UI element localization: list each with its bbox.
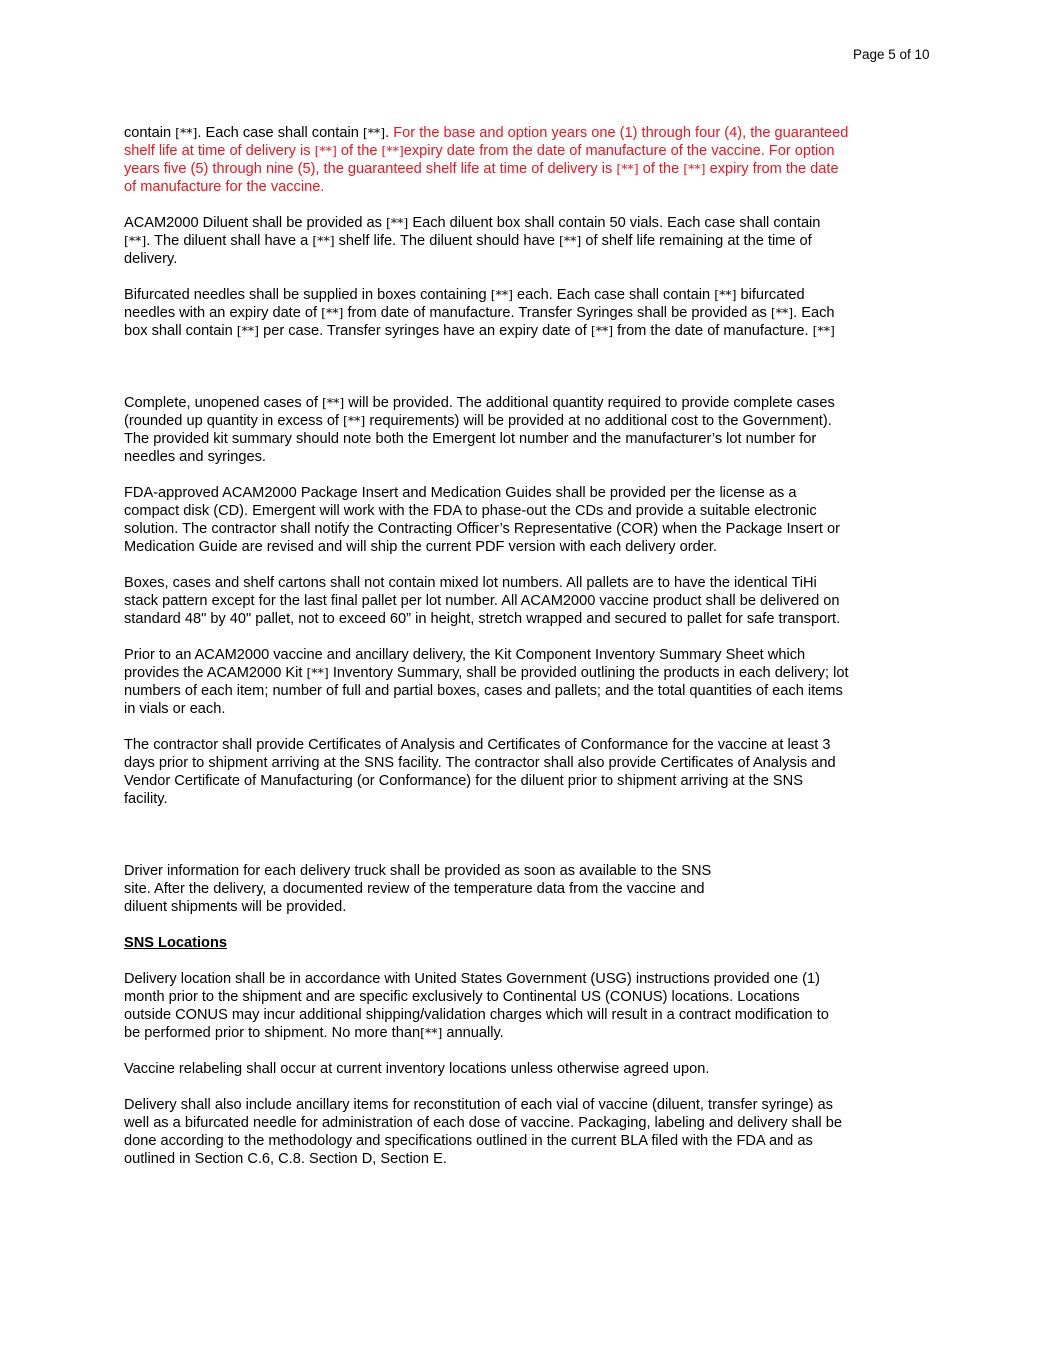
redaction-mark: [**] (321, 305, 344, 320)
redaction-mark: [**] (616, 161, 639, 176)
paragraph-diluent: ACAM2000 Diluent shall be provided as [**] Each diluent box shall contain 50 vials. Each case shall contain [**]. The diluent shall have a [**] shelf life. The diluent should have [**] of shelf life remaining at the time of delivery. (124, 215, 821, 267)
redaction-mark: [**] (343, 413, 366, 428)
paragraph-needles-syringes: Bifurcated needles shall be supplied in boxes containing [**] each. Each case shall contain [**] bifurcated needles with an expiry date of [**] from date of manufacture. Transfer Syringes shall be provided as [**]. Each box shall contain [**] per case. Transfer syringes have an expiry date of [**] from the date of manufacture. [**] (124, 287, 835, 339)
paragraph-package-insert: FDA-approved ACAM2000 Package Insert and Medication Guides shall be provided per the license as a compact disk (CD). Emergent will work with the FDA to phase-out the CDs and provide a suitable electronic solution. The contractor shall notify the Contracting Officer’s Representative (COR) when the Package Insert or Medication Guide are revised and will ship the current PDF version with each delivery order. (124, 485, 840, 555)
redaction-mark: [**] (420, 1025, 443, 1040)
redaction-mark: [**] (381, 143, 404, 158)
shelf-life-highlight: For the base and option years one (1) through four (4), the guaranteed shelf life at time of delivery is [**] of the [**]expiry date from the date of manufacture of the vaccine. For option years five (5) through nine (5), the guaranteed shelf life at time of delivery is [**] of the [**] expiry from the date of manufacture for the vaccine. (124, 125, 849, 195)
page-number: Page 5 of 10 (853, 47, 930, 62)
redaction-mark: [**] (124, 233, 147, 248)
paragraph-driver-info: Driver information for each delivery truck shall be provided as soon as available to the SNS site. After the delivery, a documented review of the temperature data from the vaccine and diluent shipments will be provided. (124, 863, 712, 915)
section-heading-sns-locations: SNS Locations (124, 935, 227, 951)
paragraph-relabeling: Vaccine relabeling shall occur at current inventory locations unless otherwise agreed upon. (124, 1061, 710, 1077)
redaction-mark: [**] (314, 143, 337, 158)
redaction-mark: [**] (362, 125, 386, 140)
redaction-mark: [**] (312, 233, 335, 248)
redaction-mark: [**] (306, 665, 329, 680)
paragraph-pallets: Boxes, cases and shelf cartons shall not contain mixed lot numbers. All pallets are to have the identical TiHi stack pattern except for the last final pallet per lot number. All ACAM2000 vaccine product shall be delivered on standard 48" by 40" pallet, not to exceed 60” in height, stretch wrapped and secured to pallet for safe transport. (124, 575, 841, 627)
paragraph-vaccine-case: contain [**]. Each case shall contain [**]. For the base and option years one (1) through four (4), the guaranteed shelf life at time of delivery is [**] of the [**]expiry date from the date of manufacture of the vaccine. For option years five (5) through nine (5), the guaranteed shelf life at time of delivery is [**] of the [**] expiry from the date of manufacture for the vaccine. (124, 125, 849, 195)
paragraph-certificates: The contractor shall provide Certificates of Analysis and Certificates of Conformance for the vaccine at least 3 days prior to shipment arriving at the SNS facility. The contractor shall also provide Certificates of Analysis and Vendor Certificate of Manufacturing (or Conformance) for the diluent prior to shipment arriving at the SNS facility. (124, 737, 836, 807)
redaction-mark: [**] (559, 233, 582, 248)
redaction-mark: [**] (321, 395, 345, 410)
redaction-mark: [**] (175, 125, 198, 140)
redaction-mark: [**] (236, 323, 260, 338)
redaction-mark: [**] (770, 305, 794, 320)
redaction-mark: [**] (683, 161, 706, 176)
redaction-mark: [**] (590, 323, 614, 338)
paragraph-ancillary-items: Delivery shall also include ancillary items for reconstitution of each vial of vaccine (diluent, transfer syringe) as well as a bifurcated needle for administration of each dose of vaccine. Packaging, labeling and delivery shall be done according to the methodology and specifications outlined in the current BLA filed with the FDA and as outlined in Section C.6, C.8. Section D, Section E. (124, 1097, 842, 1167)
paragraph-delivery-location: Delivery location shall be in accordance with United States Government (USG) instructions provided one (1) month prior to the shipment and are specific exclusively to Continental US (CONUS) locations. Locations outside CONUS may incur additional shipping/validation charges which will result in a contract modification to be performed prior to shipment. No more than[**] annually. (124, 971, 829, 1041)
document-body (124, 124, 849, 1186)
redaction-mark: [**] (812, 323, 835, 338)
redaction-mark: [**] (714, 287, 737, 302)
redaction-mark: [**] (490, 287, 513, 302)
paragraph-inventory-summary: Prior to an ACAM2000 vaccine and ancillary delivery, the Kit Component Inventory Summary Sheet which provides the ACAM2000 Kit [**] Inventory Summary, shall be provided outlining the products in each delivery; lot numbers of each item; number of full and partial boxes, cases and pallets; and the total quantities of each items in vials or each. (124, 647, 849, 717)
paragraph-complete-cases: Complete, unopened cases of [**] will be provided. The additional quantity required to provide complete cases (rounded up quantity in excess of [**] requirements) will be provided at no additional cost to the Government). The provided kit summary should note both the Emergent lot number and the manufacturer’s lot number for needles and syringes. (124, 395, 835, 465)
redaction-mark: [**] (386, 215, 409, 230)
